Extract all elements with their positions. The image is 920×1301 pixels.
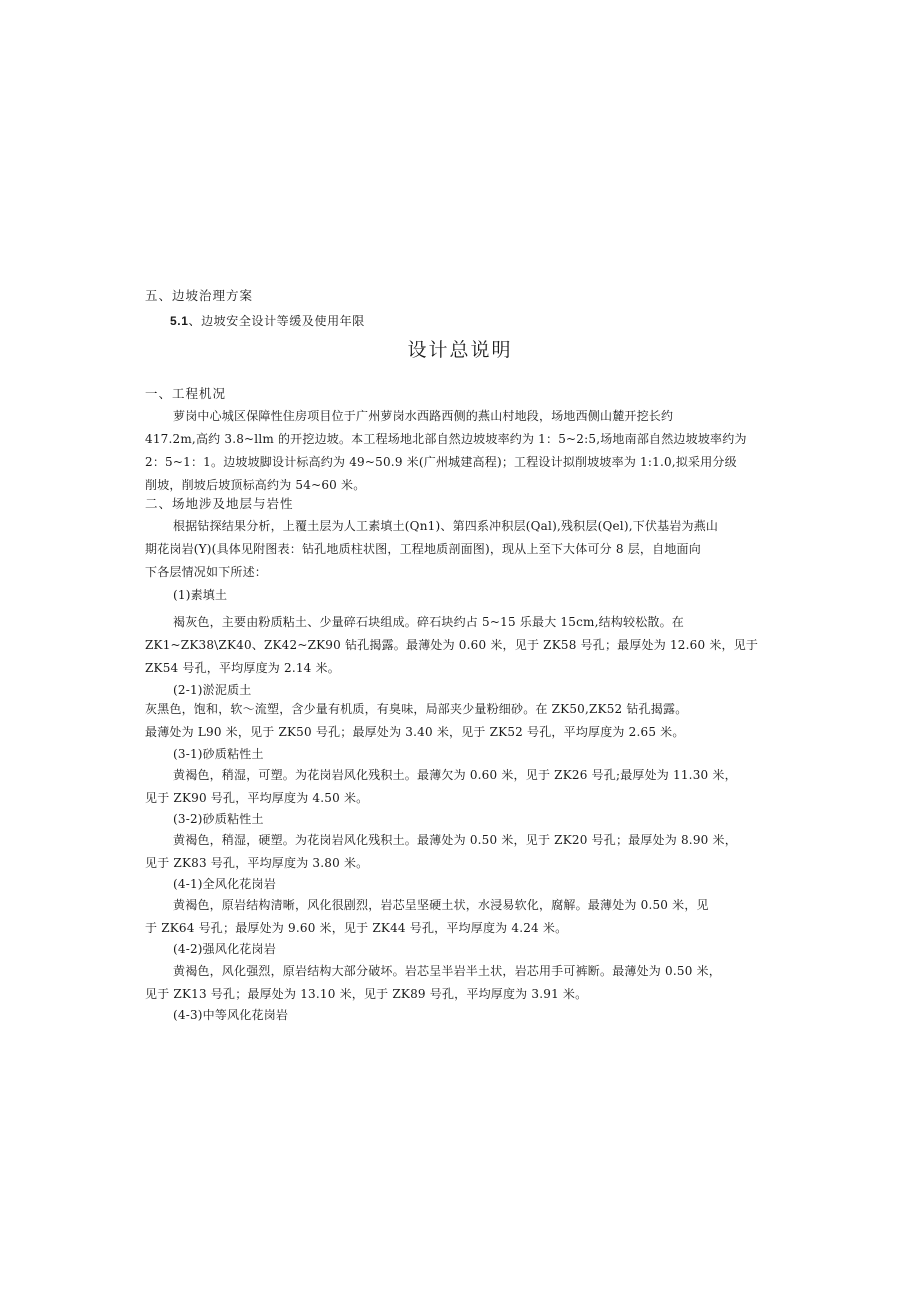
layer-line: 见于 ZK83 号孔，平均厚度为 3.80 米。 [145, 856, 369, 870]
subsection-title: 、边坡安全设计等缓及使用年限 [188, 314, 365, 328]
section-1-line: 2：5~1：1。边坡坡脚设计标高约为 49~50.9 米(广州城建高程)；工程设计拟削坡坡率为 1:1.0,拟采用分级 [145, 455, 737, 469]
layer-line: 黄褐色，稍湿，硬塑。为花岗岩风化残积土。最薄处为 0.50 米，见于 ZK20 号孔；最厚处为 8.90 米， [173, 833, 737, 847]
layer-name: (4-3)中等风化花岗岩 [173, 1008, 289, 1022]
layer-line: 黄褐色，风化强烈，原岩结构大部分破坏。岩芯呈半岩半土状，岩芯用手可裤断。最薄处为 0.50 米， [173, 964, 721, 978]
section-1-line: 417.2m,高约 3.8~llm 的开挖边坡。本工程场地北部自然边坡坡率约为 1：5~2:5,场地南部自然边坡坡率约为 [145, 432, 747, 446]
layer-name: (3-1)砂质粘性土 [173, 747, 264, 761]
subsection-heading [170, 313, 745, 329]
section-heading: 五、边坡治理方案 [145, 288, 254, 303]
layer-line: 黄褐色，稍湿，可塑。为花岗岩风化残积土。最薄欠为 0.60 米，见于 ZK26 号孔;最厚处为 11.30 米， [173, 768, 737, 782]
section-1-line: 萝岗中心城区保障性住房项目位于广州萝岗水西路西侧的燕山村地段，场地西侧山麓开挖长约 [173, 409, 674, 423]
section-1-heading: 一、工程机况 [145, 386, 227, 401]
layer-line: 最薄处为 L90 米，见于 ZK50 号孔；最厚处为 3.40 米，见于 ZK52 号孔，平均厚度为 2.65 米。 [145, 725, 685, 739]
subsection-number: 5.1 [170, 314, 189, 328]
layer-line: 灰黑色，饱和，软～流塑，含少量有机质，有臭味，局部夹少量粉细砂。在 ZK50,ZK52 钻孔揭露。 [145, 702, 688, 716]
layer-line: 于 ZK64 号孔；最厚处为 9.60 米，见于 ZK44 号孔，平均厚度为 4.24 米。 [145, 921, 568, 935]
layer-name: (3-2)砂质粘性土 [173, 812, 264, 826]
layer-name: (4-1)全风化花岗岩 [173, 877, 276, 891]
section-2-line: 根据钻探结果分析，上覆土层为人工素填土(Qn1)、第四系冲积层(Qal),残积层(Qel),下伏基岩为燕山 [173, 519, 719, 533]
layer-line: ZK54 号孔，平均厚度为 2.14 米。 [145, 661, 340, 675]
document-title: 设计总说明 [407, 339, 513, 361]
section-2-line: 下各层情况如下所述： [145, 565, 268, 579]
section-1-line: 削坡，削坡后坡顶标高约为 54~60 米。 [145, 478, 366, 492]
layer-name: (2-1)淤泥质土 [173, 683, 252, 697]
layer-line: 见于 ZK13 号孔；最厚处为 13.10 米，见于 ZK89 号孔，平均厚度为 3.91 米。 [145, 987, 588, 1001]
layer-line: ZK1~ZK38\ZK40、ZK42~ZK90 钻孔揭露。最薄处为 0.60 米，见于 ZK58 号孔；最厚处为 12.60 米，见于 [145, 638, 759, 652]
section-2-heading: 二、场地涉及地层与岩性 [145, 496, 294, 511]
layer-name: (1)素填土 [173, 588, 228, 602]
layer-line: 见于 ZK90 号孔，平均厚度为 4.50 米。 [145, 791, 369, 805]
layer-line: 褐灰色，主要由粉质粘土、少量碎石块组成。碎石块约占 5~15 乐最大 15cm,结构较松散。在 [173, 615, 684, 629]
layer-name: (4-2)强风化花岗岩 [173, 942, 276, 956]
section-2-line: 期花岗岩(Y)(具体见附图表：钻孔地质柱状图，工程地质剖面图)，现从上至下大体可分 8 层，自地面向 [145, 542, 701, 556]
layer-line: 黄褐色，原岩结构清晰，风化很剧烈，岩芯呈坚硬土状，水浸易软化，腐解。最薄处为 0.50 米，见 [173, 898, 709, 912]
